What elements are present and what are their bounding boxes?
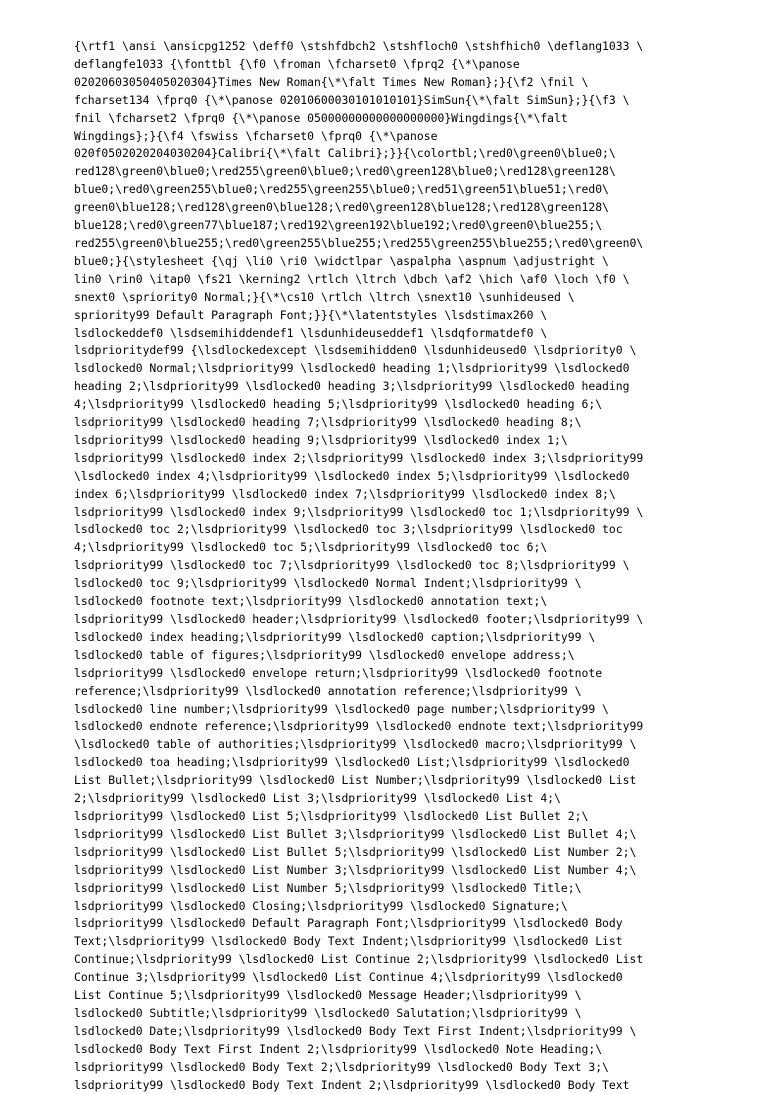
text-line: fcharset134 \fprq0 {\*\panose 02010600030101010101}SimSun{\*\falt SimSun};}{\f3 \: [74, 92, 630, 107]
text-line: heading 2;\lsdpriority99 \lsdlocked0 heading 3;\lsdpriority99 \lsdlocked0 heading: [74, 379, 630, 394]
text-line: lsdpriority99 \lsdlocked0 Body Text Indent 2;\lsdpriority99 \lsdlocked0 Body Text: [74, 1077, 630, 1092]
text-line: lsdlocked0 Subtitle;\lsdpriority99 \lsdlocked0 Salutation;\lsdpriority99 \: [74, 1005, 582, 1020]
text-line: List Bullet;\lsdpriority99 \lsdlocked0 List Number;\lsdpriority99 \lsdlocked0 List: [74, 773, 637, 788]
text-line: green0\blue128;\red128\green0\blue128;\red0\green128\blue128;\red128\green128\: [74, 200, 609, 215]
text-line: lsdlocked0 line number;\lsdpriority99 \lsdlocked0 page number;\lsdpriority99 \: [74, 701, 609, 716]
text-line: 4;\lsdpriority99 \lsdlocked0 toc 5;\lsdpriority99 \lsdlocked0 toc 6;\: [74, 540, 548, 555]
text-line: snext0 \spriority0 Normal;}{\*\cs10 \rtlch \ltrch \snext10 \sunhideused \: [74, 289, 575, 304]
text-line: lsdlocked0 Date;\lsdpriority99 \lsdlocked0 Body Text First Indent;\lsdpriority99 \: [74, 1023, 637, 1038]
text-line: lsdpriority99 \lsdlocked0 toc 7;\lsdpriority99 \lsdlocked0 toc 8;\lsdpriority99 \: [74, 558, 630, 573]
text-line: deflangfe1033 {\fonttbl {\f0 \froman \fcharset0 \fprq2 {\*\panose: [74, 56, 520, 71]
text-line: lsdpriority99 \lsdlocked0 envelope return;\lsdpriority99 \lsdlocked0 footnote: [74, 665, 603, 680]
text-line: blue128;\red0\green77\blue187;\red192\green192\blue192;\red0\green0\blue255;\: [74, 218, 603, 233]
text-line: blue0;\red0\green255\blue0;\red255\green255\blue0;\red51\green51\blue51;\red0\: [74, 182, 609, 197]
text-line: lsdpriority99 \lsdlocked0 Closing;\lsdpriority99 \lsdlocked0 Signature;\: [74, 898, 568, 913]
text-line: lsdprioritydef99 {\lsdlockedexcept \lsdsemihidden0 \lsdunhideused0 \lsdpriority0 \: [74, 343, 637, 358]
text-line: lsdpriority99 \lsdlocked0 List Number 3;\lsdpriority99 \lsdlocked0 List Number 4;\: [74, 862, 637, 877]
text-line: lsdlocked0 endnote reference;\lsdpriority99 \lsdlocked0 endnote text;\lsdpriority99: [74, 719, 644, 734]
text-line: fnil \fcharset2 \fprq0 {\*\panose 05000000000000000000}Wingdings{\*\falt: [74, 110, 568, 125]
text-line: lsdpriority99 \lsdlocked0 heading 9;\lsdpriority99 \lsdlocked0 index 1;\: [74, 432, 568, 447]
text-line: lsdlocked0 Body Text First Indent 2;\lsdpriority99 \lsdlocked0 Note Heading;\: [74, 1041, 603, 1056]
text-line: \lsdlocked0 table of authorities;\lsdpriority99 \lsdlocked0 macro;\lsdpriority99 \: [74, 737, 637, 752]
text-line: lsdlocked0 footnote text;\lsdpriority99 \lsdlocked0 annotation text;\: [74, 594, 548, 609]
text-line: 2;\lsdpriority99 \lsdlocked0 List 3;\lsdpriority99 \lsdlocked0 List 4;\: [74, 791, 561, 806]
text-line: lsdpriority99 \lsdlocked0 Default Paragraph Font;\lsdpriority99 \lsdlocked0 Body: [74, 916, 623, 931]
text-line: lsdpriority99 \lsdlocked0 List Number 5;\lsdpriority99 \lsdlocked0 Title;\: [74, 880, 582, 895]
document-page: [74, 38, 704, 1094]
text-line: 02020603050405020304}Times New Roman{\*\falt Times New Roman};}{\f2 \fnil \: [74, 74, 589, 89]
text-line: 4;\lsdpriority99 \lsdlocked0 heading 5;\lsdpriority99 \lsdlocked0 heading 6;\: [74, 397, 603, 412]
text-line: lsdlocked0 toc 2;\lsdpriority99 \lsdlocked0 toc 3;\lsdpriority99 \lsdlocked0 toc: [74, 522, 623, 537]
text-line: Continue;\lsdpriority99 \lsdlocked0 List Continue 2;\lsdpriority99 \lsdlocked0 List: [74, 952, 644, 967]
text-line: red255\green0\blue255;\red0\green255\blue255;\red255\green255\blue255;\red0\green0\: [74, 235, 644, 250]
text-line: {\rtf1 \ansi \ansicpg1252 \deff0 \stshfdbch2 \stshfloch0 \stshfhich0 \deflang1033 \: [74, 39, 644, 53]
text-line: Continue 3;\lsdpriority99 \lsdlocked0 List Continue 4;\lsdpriority99 \lsdlocked0: [74, 970, 623, 985]
text-line: lsdpriority99 \lsdlocked0 index 2;\lsdpriority99 \lsdlocked0 index 3;\lsdpriority99: [74, 450, 644, 465]
text-line: lsdpriority99 \lsdlocked0 header;\lsdpriority99 \lsdlocked0 footer;\lsdpriority99 \: [74, 612, 644, 626]
text-line: spriority99 Default Paragraph Font;}}{\*\latentstyles \lsdstimax260 \: [74, 307, 548, 322]
text-line: Text;\lsdpriority99 \lsdlocked0 Body Text Indent;\lsdpriority99 \lsdlocked0 List: [74, 934, 623, 949]
text-line: lsdlocked0 toa heading;\lsdpriority99 \lsdlocked0 List;\lsdpriority99 \lsdlocked0: [74, 755, 630, 770]
text-line: lsdlockeddef0 \lsdsemihiddendef1 \lsdunhideuseddef1 \lsdqformatdef0 \: [74, 325, 548, 340]
text-line: lsdpriority99 \lsdlocked0 Body Text 2;\lsdpriority99 \lsdlocked0 Body Text 3;\: [74, 1059, 609, 1074]
text-line: lsdpriority99 \lsdlocked0 List Bullet 3;\lsdpriority99 \lsdlocked0 List Bullet 4;\: [74, 826, 637, 841]
text-line: index 6;\lsdpriority99 \lsdlocked0 index 7;\lsdpriority99 \lsdlocked0 index 8;\: [74, 486, 616, 501]
text-line: lin0 \rin0 \itap0 \fs21 \kerning2 \rtlch \ltrch \dbch \af2 \hich \af0 \loch \f0 \: [74, 271, 630, 286]
text-line: lsdpriority99 \lsdlocked0 index 9;\lsdpriority99 \lsdlocked0 toc 1;\lsdpriority99 \: [74, 504, 644, 519]
text-line: blue0;}{\stylesheet {\qj \li0 \ri0 \widctlpar \aspalpha \aspnum \adjustright \: [74, 253, 609, 268]
text-line: reference;\lsdpriority99 \lsdlocked0 annotation reference;\lsdpriority99 \: [74, 683, 582, 698]
text-line: List Continue 5;\lsdpriority99 \lsdlocked0 Message Header;\lsdpriority99 \: [74, 988, 582, 1003]
text-line: Wingdings};}{\f4 \fswiss \fcharset0 \fprq0 {\*\panose: [74, 128, 438, 143]
text-line: lsdpriority99 \lsdlocked0 List Bullet 5;\lsdpriority99 \lsdlocked0 List Number 2;\: [74, 844, 637, 859]
text-line: lsdlocked0 table of figures;\lsdpriority99 \lsdlocked0 envelope address;\: [74, 647, 575, 662]
text-line: 020f0502020204030204}Calibri{\*\falt Calibri};}}{\colortbl;\red0\green0\blue0;\: [74, 146, 616, 161]
text-line: lsdpriority99 \lsdlocked0 heading 7;\lsdpriority99 \lsdlocked0 heading 8;\: [74, 415, 582, 430]
text-line: lsdlocked0 Normal;\lsdpriority99 \lsdlocked0 heading 1;\lsdpriority99 \lsdlocked0: [74, 361, 630, 376]
text-line: lsdpriority99 \lsdlocked0 List 5;\lsdpriority99 \lsdlocked0 List Bullet 2;\: [74, 808, 589, 823]
text-line: lsdlocked0 index heading;\lsdpriority99 \lsdlocked0 caption;\lsdpriority99 \: [74, 629, 596, 644]
text-line: lsdlocked0 toc 9;\lsdpriority99 \lsdlocked0 Normal Indent;\lsdpriority99 \: [74, 576, 582, 591]
text-line: \lsdlocked0 index 4;\lsdpriority99 \lsdlocked0 index 5;\lsdpriority99 \lsdlocked0: [74, 468, 630, 483]
text-line: red128\green0\blue0;\red255\green0\blue0;\red0\green128\blue0;\red128\green128\: [74, 164, 616, 179]
